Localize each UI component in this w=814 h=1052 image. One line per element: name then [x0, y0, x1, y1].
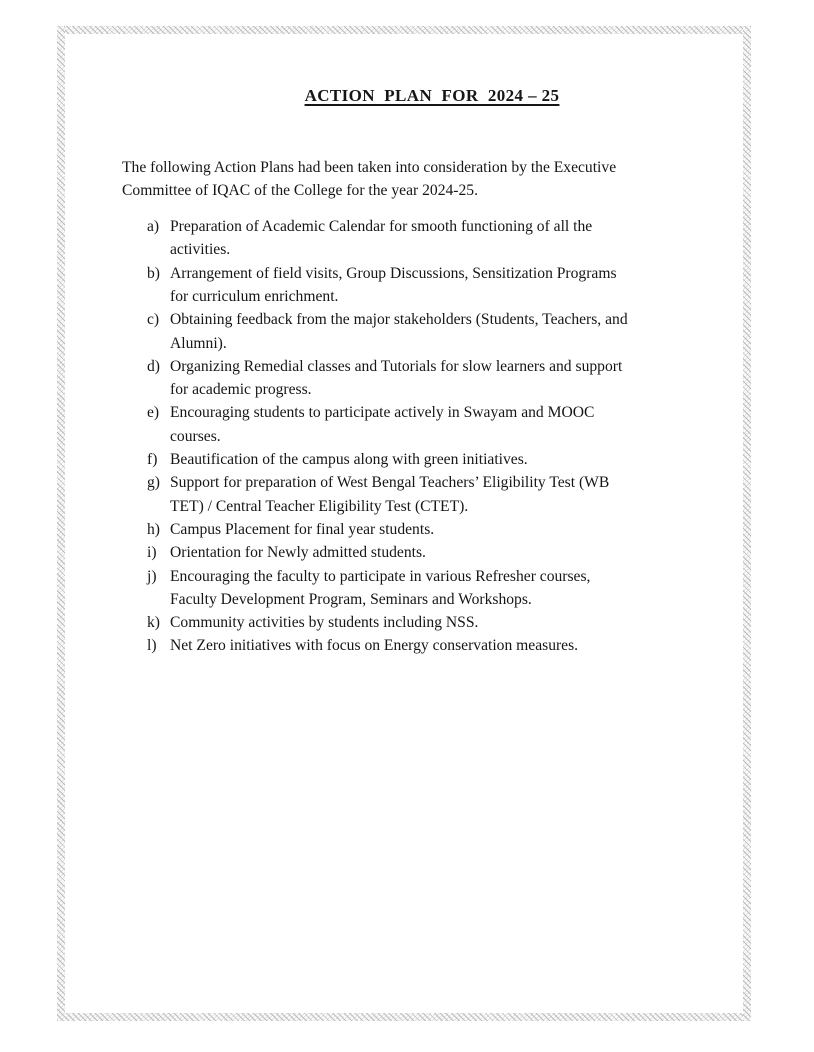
- action-item-text: Organizing Remedial classes and Tutorials for slow learners and support for academic progress.: [170, 357, 623, 399]
- intro-line: The following Action Plans had been taken into consideration by the Executive: [122, 159, 617, 176]
- action-item-text: Net Zero initiatives with focus on Energy conservation measures.: [170, 637, 579, 655]
- page-border-left: [57, 26, 65, 1021]
- action-list-item: [122, 471, 742, 518]
- action-list-item: [122, 355, 742, 402]
- action-list-item: [122, 215, 742, 262]
- action-list-item: [122, 401, 742, 448]
- action-item-marker: c): [147, 311, 160, 329]
- action-item-marker: b): [147, 264, 160, 282]
- action-list-item: [122, 565, 742, 612]
- action-item-text: Orientation for Newly admitted students.: [170, 544, 426, 562]
- intro-paragraph: [122, 156, 742, 203]
- action-item-marker: e): [147, 404, 160, 422]
- action-list-item: [122, 541, 742, 564]
- page-border-bottom: [57, 1013, 751, 1021]
- action-item-marker: f): [147, 451, 158, 469]
- action-item-text: Obtaining feedback from the major stakeholders (Students, Teachers, and Alumni).: [170, 311, 628, 352]
- action-item-marker: j): [147, 567, 157, 585]
- intro-line: Committee of IQAC of the College for the year 2024-25.: [122, 182, 478, 200]
- action-item-marker: h): [147, 520, 160, 538]
- action-item-text: Encouraging the faculty to participate in various Refresher courses, Faculty Development Program, Seminars and Workshops.: [170, 567, 591, 608]
- action-list-item: [122, 262, 742, 309]
- action-list-item: [122, 634, 742, 657]
- action-item-marker: a): [147, 218, 160, 236]
- action-item-text: Preparation of Academic Calendar for smooth functioning of all the activities.: [170, 218, 593, 259]
- action-item-marker: l): [147, 637, 157, 655]
- action-item-text: Arrangement of field visits, Group Discussions, Sensitization Programs for curriculum enrichment.: [170, 264, 617, 305]
- action-list: [122, 215, 742, 658]
- action-item-marker: d): [147, 357, 160, 375]
- page-border-right: [743, 26, 751, 1021]
- action-list-item: [122, 518, 742, 541]
- action-item-text: Community activities by students including NSS.: [170, 614, 479, 632]
- action-item-text: Encouraging students to participate actively in Swayam and MOOC courses.: [170, 404, 595, 445]
- action-item-marker: i): [147, 544, 157, 562]
- action-list-item: [122, 308, 742, 355]
- action-item-marker: g): [147, 474, 160, 492]
- document-content: [122, 0, 742, 658]
- action-item-text: Beautification of the campus along with green initiatives.: [170, 451, 528, 469]
- action-item-text: Campus Placement for final year students.: [170, 520, 435, 538]
- action-list-item: [122, 448, 742, 471]
- action-item-marker: k): [147, 614, 160, 632]
- action-list-item: [122, 611, 742, 634]
- page-title: ACTION PLAN FOR 2024 – 25: [304, 86, 560, 105]
- action-item-text: Support for preparation of West Bengal Teachers’ Eligibility Test (WB TET) / Central Teacher Eligibility Test (CTET).: [170, 474, 610, 515]
